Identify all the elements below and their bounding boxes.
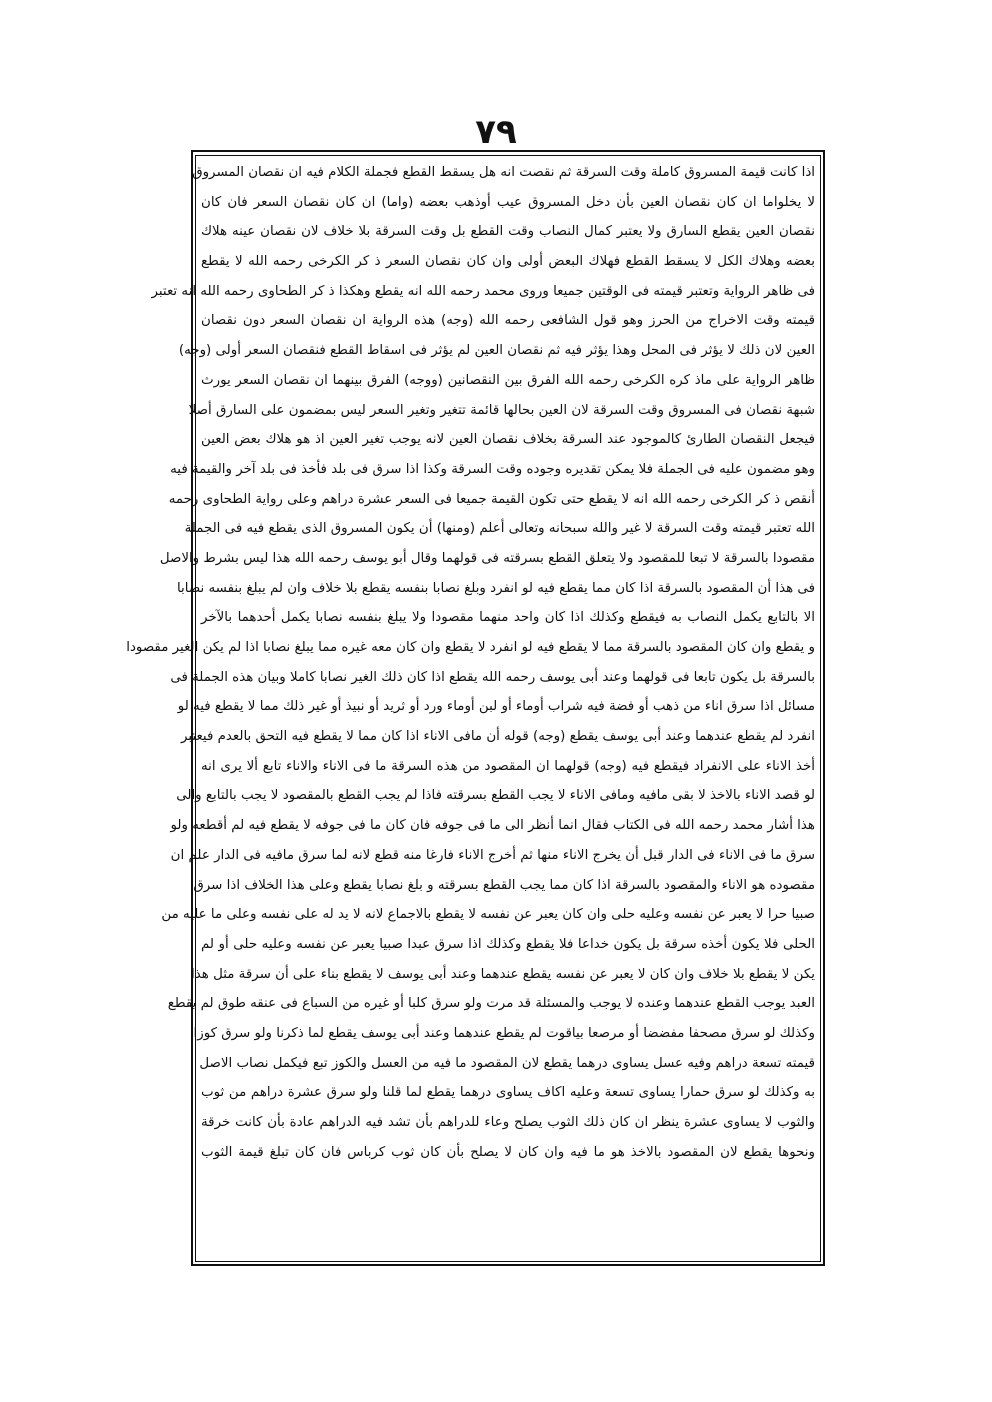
text-line: الا بالتابع يكمل النصاب به فيقطع وكذلك اذا كان واحد منهما مقصودا ولا يبلغ بنفسه نصابا يكمل أحدهما بالآخر: [201, 610, 815, 626]
text-line: العبد يوجب القطع عندهما وعنده لا يوجب والمسئلة قد مرت ولو سرق كلبا أو غيره من السباع فى عنقه طوق لم يقطع: [167, 996, 815, 1012]
text-line: اذا كانت قيمة المسروق كاملة وقت السرقة ثم نقصت انه هل يسقط القطع فجملة الكلام فيه ان نقصان المسروق: [192, 165, 815, 180]
text-line: وكذلك لو سرق مصحفا مفضضا أو مرصعا بياقوت لم يقطع عندهما وعند أبى يوسف يقطع لما ذكرنا ولو سرق كوزا: [193, 1025, 815, 1041]
text-line: وهو مضمون عليه فى الجملة فلا يمكن تقديره وجوده وقت السرقة وكذا اذا سرق فى بلد فأخذ فى بلد آخر والقيمة فيه: [170, 461, 815, 477]
text-line: مسائل اذا سرق اناء من ذهب أو فضة فيه شراب أوماء أو لبن أوماء ورد أو ثريد أو نبيذ أو غير ذلك مما لا يقطع فيه لو: [177, 699, 815, 715]
body-text: [126, 158, 815, 1258]
text-line: بالسرقة بل يكون تابعا فى قولهما وعند أبى يوسف رحمه الله يقطع اذا كان ذلك الغير نصابا كاملا وبيان هذه الجملة فى: [170, 669, 815, 685]
text-line: الله تعتبر قيمته وقت السرقة لا غير والله سبحانه وتعالى أعلم (ومنها) أن يكون المسروق الذى يقطع فيه فى الجملة: [184, 521, 815, 537]
text-line: هذا أشار محمد رحمه الله فى الكتاب فقال انما أنظر الى ما فى جوفه فان كان ما فى جوفه لا يقطع فيه لم أقطعه ولو: [170, 818, 815, 834]
text-line: لو قصد الاناء بالاخذ لا بقى مافيه ومافى الاناء لا يجب القطع بسرقته فاذا لم يجب القطع بالمقصود لا يجب بالتابع والى: [176, 788, 815, 804]
text-line: والثوب لا يساوى عشرة ينظر ان كان ذلك الثوب يصلح وعاء للدراهم بأن تشد فيه الدراهم عادة بأن كانت خرقة: [201, 1115, 815, 1130]
text-line: بعضه وهلاك الكل لا يسقط القطع فهلاك البعض أولى وان كان نقصان السعر ذ كر الكرخى رحمه الله لا يقطع: [201, 254, 815, 270]
text-line: شبهة نقصان فى المسروق وقت السرقة لان العين بحالها قائمة تتغير وتغير السعر ليس بمضمون على السارق أصلا: [188, 402, 815, 418]
text-line: أنقص ذ كر الكرخى رحمه الله انه لا يقطع حتى تكون القيمة جميعا فى السعر عشرة دراهم وعلى رواية الطحاوى رحمه: [168, 491, 815, 507]
text-line: يكن لا يقطع بلا خلاف وان كان لا يعبر عن نفسه يقطع عندهما وعند أبى يوسف لا يقطع بناء على أن سرقة مثل هذا: [191, 966, 815, 982]
text-line: قيمته وقت الاخراج من الحرز وهو قول الشافعى رحمه الله (وجه) هذه الرواية ان نقصان السعر دون نقصان: [201, 313, 815, 329]
text-line: به وكذلك لو سرق حمارا يساوى تسعة وعليه اكاف يساوى درهما يقطع لما قلنا ولو سرق عشرة دراهم من ثوب: [201, 1085, 815, 1101]
text-line: أخذ الاناء على الانفراد فيقطع فيه (وجه) قولهما ان المقصود من هذه السرقة ما فى الاناء والاناء تابع ألا يرى انه: [201, 758, 815, 774]
text-line: انفرد لم يقطع عندهما وعند أبى يوسف يقطع (وجه) قوله أن مافى الاناء اذا كان مما لا يقطع فيه التحق بالعدم فيعتبر: [180, 729, 815, 745]
page-number: ٧٩: [475, 112, 517, 152]
text-line: ظاهر الرواية على ماذ كره الكرخى رحمه الله الفرق بين النقصانين (ووجه) الفرق بينهما ان نقصان السعر يورث: [201, 372, 815, 388]
text-line: قيمته تسعة دراهم وفيه عسل يساوى درهما يقطع لان المقصود ما فيه من العسل والكوز تبع فيكمل نصاب الاصل: [199, 1055, 815, 1071]
text-line: فى هذا أن المقصود بالسرقة اذا كان مما يقطع فيه لو انفرد وبلغ نصابا بنفسه يقطع بلا خلاف وان لم يبلغ بنفسه نصابا: [176, 580, 815, 596]
text-line: مقصوده هو الاناء والمقصود بالسرقة اذا كان مما يجب القطع بسرقته و بلغ نصابا يقطع وعلى هذا الخلاف اذا سرق: [193, 877, 815, 893]
text-line: العين لان ذلك لا يؤثر فى المحل وهذا يؤثر فيه ثم نقصان العين لم يؤثر فى اسقاط القطع فنقصان السعر أولى (وجه): [178, 343, 815, 359]
text-line: مقصودا بالسرقة لا تبعا للمقصود ولا يتعلق القطع بسرقته فى قولهما وقال أبو يوسف رحمه الله هذا ليس بشرط والاصل: [159, 550, 815, 566]
text-line: فيجعل النقصان الطارئ كالموجود عند السرقة بخلاف نقصان العين لانه يوجب تغير العين اذ هو هلاك بعض العين: [201, 432, 815, 448]
text-line: فى ظاهر الرواية وتعتبر قيمته فى الوقتين جميعا وروى محمد رحمه الله انه يقطع وهكذا ذ كر الطحاوى رحمه الله انه تعتبر: [151, 283, 815, 299]
text-line: صبيا حرا لا يعبر عن نفسه وعليه حلى وان كان يعبر عن نفسه لا يقطع بالاجماع لانه لا يد له على نفسه وعلى ما عليه من: [161, 907, 815, 923]
text-line: ونحوها يقطع لان المقصود بالاخذ هو ما فيه وان كان لا يصلح بأن كان ثوب كرباس فان كان تبلغ قيمة الثوب: [201, 1144, 815, 1160]
text-line: سرق ما فى الاناء فى الدار قبل أن يخرج الاناء منها ثم أخرج الاناء فارغا منه قطع لانه لما سرق مافيه فى الدار علم ان: [170, 847, 815, 863]
text-line: و يقطع وان كان المقصود بالسرقة مما لا يقطع فيه لو انفرد لا يقطع وان كان معه غيره مما يبلغ نصابا اذا لم يكن الغير مقصودا: [126, 640, 815, 655]
text-line: لا يخلواما ان كان نقصان العين بأن دخل المسروق عيب أوذهب بعضه (واما) ان كان نقصان السعر فان كان: [201, 194, 815, 210]
text-line: نقصان العين يقطع السارق ولا يعتبر كمال النصاب وقت القطع بل وقت السرقة بلا خلاف لان نقصان عينه هلاك: [201, 224, 815, 240]
text-line: الحلى فلا يكون أخذه سرقة بل يكون خداعا فلا يقطع وكذلك اذا سرق عبدا صبيا يعبر عن نفسه وعليه حلى أو لم: [201, 936, 815, 952]
